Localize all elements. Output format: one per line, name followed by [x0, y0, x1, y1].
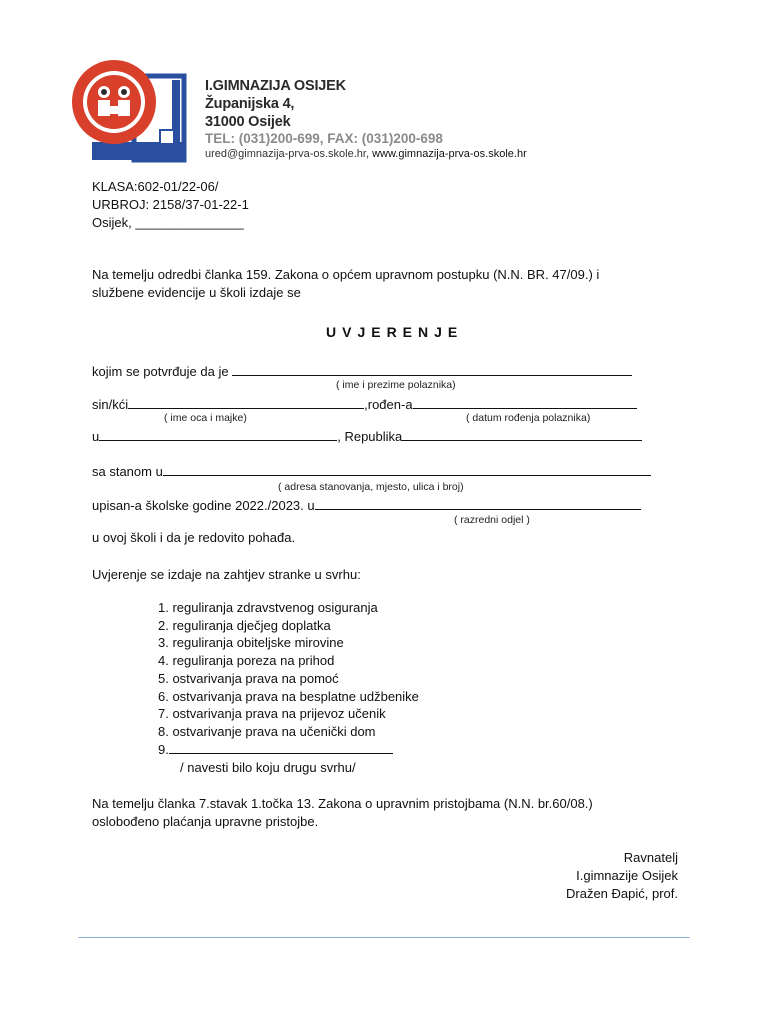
hint-parents: ( ime oca i majke)	[164, 412, 247, 424]
purpose-item-6: 6. ostvarivanja prava na besplatne udžbenike	[158, 688, 419, 704]
republic-field[interactable]	[402, 428, 642, 441]
in-label: u	[92, 429, 100, 444]
school-contact	[205, 147, 527, 161]
confirm-label: kojim se potvrđuje da je	[92, 364, 229, 379]
purpose-item-3: 3. reguliranja obiteljske mirovine	[158, 635, 344, 651]
signature-block	[566, 849, 678, 903]
document-title: UVJERENJE	[326, 324, 464, 340]
parents-field[interactable]	[128, 396, 364, 409]
signature-name: Dražen Đapić, prof.	[566, 886, 678, 901]
place-date: Osijek, _______________	[92, 215, 244, 230]
birthplace-field[interactable]	[99, 428, 337, 441]
son-daughter-label: sin/kći	[92, 397, 129, 412]
purpose-item-7: 7. ostvarivanja prava na prijevoz učenik	[158, 706, 386, 722]
footer-divider	[78, 937, 690, 938]
purpose-item-2: 2. reguliranja dječjeg doplatka	[158, 617, 331, 633]
attends-text: u ovoj školi i da je redovito pohađa.	[92, 530, 296, 545]
confirm-row	[92, 363, 632, 380]
purpose-other-field[interactable]	[169, 741, 393, 754]
residence-row	[92, 463, 651, 480]
urbroj: URBROJ: 2158/37-01-22-1	[92, 197, 249, 212]
school-email-link[interactable]: ured@gimnazija-prva-os.skole.hr,	[205, 148, 370, 160]
purpose-item-9	[158, 741, 419, 759]
school-website-link[interactable]: www.gimnazija-prva-os.skole.hr	[372, 148, 527, 160]
born-label: ,rođen-a	[364, 397, 413, 412]
school-name: I.GIMNAZIJA OSIJEK	[205, 78, 346, 94]
birthplace-row	[92, 428, 642, 445]
intro-line-1: Na temelju odredbi članka 159. Zakona o općem upravnom postupku (N.N. BR. 47/09.) i	[92, 267, 600, 282]
parents-row	[92, 396, 637, 413]
school-city: 31000 Osijek	[205, 114, 291, 130]
purpose-item-8: 8. ostvarivanje prava na učenički dom	[158, 723, 376, 739]
hint-birthdate: ( datum rođenja polaznika)	[466, 412, 591, 424]
purpose-item-4: 4. reguliranja poreza na prihod	[158, 653, 335, 669]
purpose-intro: Uvjerenje se izdaje na zahtjev stranke u svrhu:	[92, 567, 361, 582]
hint-address: ( adresa stanovanja, mjesto, ulica i broj)	[278, 481, 464, 493]
purpose-item-5: 5. ostvarivanja prava na pomoć	[158, 670, 339, 686]
signature-institution: I.gimnazije Osijek	[576, 868, 678, 883]
fee-line-1: Na temelju članka 7.stavak 1.točka 13. Zakona o upravnim pristojbama (N.N. br.60/08.)	[92, 796, 593, 811]
purpose-other-prefix: 9.	[158, 741, 169, 757]
klasa: KLASA:602-01/22-06/	[92, 179, 219, 194]
school-logo	[64, 58, 188, 164]
residence-field[interactable]	[163, 463, 651, 476]
school-phone-fax: TEL: (031)200-699, FAX: (031)200-698	[205, 131, 443, 146]
intro-line-2: službene evidencije u školi izdaje se	[92, 285, 301, 300]
student-name-field[interactable]	[232, 363, 632, 376]
purpose-list	[158, 599, 419, 758]
enrolled-row	[92, 497, 641, 514]
school-street: Županijska 4,	[205, 96, 295, 112]
residence-label: sa stanom u	[92, 464, 163, 479]
hint-class: ( razredni odjel )	[454, 514, 530, 526]
purpose-other-hint: / navesti bilo koju drugu svrhu/	[180, 760, 356, 775]
enrolled-label: upisan-a školske godine 2022./2023. u	[92, 498, 315, 513]
purpose-item-1: 1. reguliranja zdravstvenog osiguranja	[158, 600, 378, 615]
fee-line-2: oslobođeno plaćanja upravne pristojbe.	[92, 814, 319, 829]
hint-name: ( ime i prezime polaznika)	[336, 379, 456, 391]
class-field[interactable]	[315, 497, 641, 510]
signature-role: Ravnatelj	[623, 850, 678, 865]
republic-label: , Republika	[337, 429, 403, 444]
birthdate-field[interactable]	[413, 396, 637, 409]
